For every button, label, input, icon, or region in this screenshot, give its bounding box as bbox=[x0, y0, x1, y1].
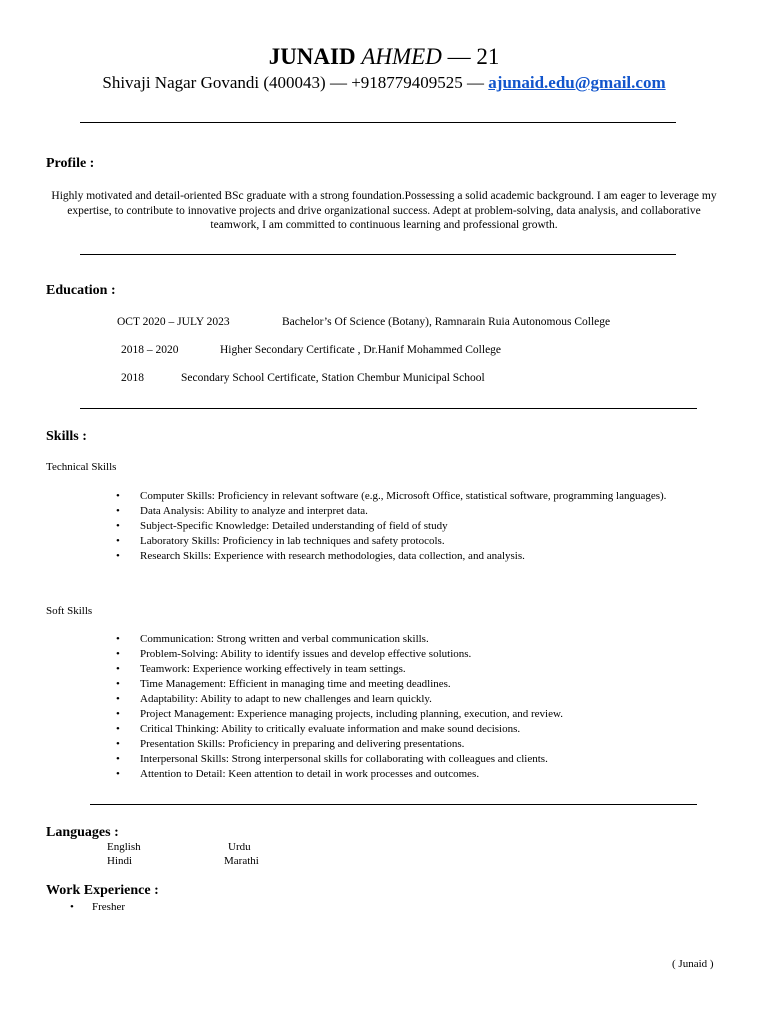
last-name: AHMED bbox=[361, 44, 442, 69]
work-experience-heading: Work Experience : bbox=[46, 883, 159, 898]
bullet-icon: • bbox=[116, 663, 120, 675]
education-detail: Secondary School Certificate, Station Chembur Municipal School bbox=[181, 372, 485, 384]
contact-line bbox=[0, 71, 768, 95]
bullet-icon: • bbox=[116, 678, 120, 690]
skill-text: Adaptability: Ability to adapt to new challenges and learn quickly. bbox=[140, 693, 432, 705]
bullet-icon: • bbox=[116, 738, 120, 750]
bullet-icon: • bbox=[116, 535, 120, 547]
bullet-icon: • bbox=[116, 753, 120, 765]
work-item: Fresher bbox=[92, 901, 125, 913]
bullet-icon: • bbox=[116, 505, 120, 517]
skill-text: Problem-Solving: Ability to identify issues and develop effective solutions. bbox=[140, 648, 472, 660]
list-item bbox=[70, 900, 125, 914]
bullet-icon: • bbox=[116, 648, 120, 660]
age: — 21 bbox=[441, 44, 500, 69]
skill-text: Critical Thinking: Ability to critically evaluate information and make sound decisions. bbox=[140, 723, 521, 735]
skill-text: Data Analysis: Ability to analyze and interpret data. bbox=[140, 505, 368, 517]
divider bbox=[80, 408, 697, 409]
skill-text: Teamwork: Experience working effectively in team settings. bbox=[140, 663, 406, 675]
skill-text: Research Skills: Experience with research methodologies, data collection, and analysis. bbox=[140, 550, 525, 562]
list-item bbox=[116, 767, 716, 782]
skill-text: Presentation Skills: Proficiency in preparing and delivering presentations. bbox=[140, 738, 465, 750]
divider bbox=[90, 804, 697, 805]
education-period: 2018 bbox=[121, 372, 144, 384]
list-item bbox=[116, 692, 716, 707]
list-item bbox=[116, 677, 716, 692]
language-item: English bbox=[107, 841, 141, 853]
soft-skills-list bbox=[116, 632, 716, 782]
list-item bbox=[116, 662, 716, 677]
bullet-icon: • bbox=[116, 708, 120, 720]
list-item bbox=[116, 737, 716, 752]
divider bbox=[80, 122, 676, 123]
skill-text: Interpersonal Skills: Strong interpersonal skills for collaborating with colleagues and clients. bbox=[140, 753, 548, 765]
list-item bbox=[116, 632, 716, 647]
skill-text: Laboratory Skills: Proficiency in lab techniques and safety protocols. bbox=[140, 535, 445, 547]
education-detail: Higher Secondary Certificate , Dr.Hanif Mohammed College bbox=[220, 344, 502, 356]
list-item bbox=[116, 519, 716, 534]
bullet-icon: • bbox=[116, 633, 120, 645]
list-item bbox=[116, 707, 716, 722]
email-link[interactable]: ajunaid.edu@gmail.com bbox=[488, 73, 666, 92]
list-item bbox=[116, 647, 716, 662]
bullet-icon: • bbox=[70, 901, 74, 913]
list-item bbox=[116, 489, 716, 504]
skill-text: Subject-Specific Knowledge: Detailed understanding of field of study bbox=[140, 520, 448, 532]
language-item: Marathi bbox=[224, 855, 259, 867]
education-period: OCT 2020 – JULY 2023 bbox=[117, 316, 230, 328]
list-item bbox=[116, 752, 716, 767]
education-period: 2018 – 2020 bbox=[121, 344, 179, 356]
candidate-name bbox=[0, 42, 768, 72]
list-item bbox=[116, 534, 716, 549]
skill-text: Attention to Detail: Keen attention to detail in work processes and outcomes. bbox=[140, 768, 480, 780]
technical-skills-list bbox=[116, 489, 716, 564]
skill-text: Computer Skills: Proficiency in relevant software (e.g., Microsoft Office, statistical software, programming languages). bbox=[140, 490, 667, 502]
technical-skills-heading: Technical Skills bbox=[46, 461, 117, 473]
divider bbox=[80, 254, 676, 255]
list-item bbox=[116, 722, 716, 737]
bullet-icon: • bbox=[116, 490, 120, 502]
contact-details: Shivaji Nagar Govandi (400043) — +918779409525 — bbox=[102, 73, 489, 92]
profile-heading: Profile : bbox=[46, 156, 95, 171]
skill-text: Time Management: Efficient in managing time and meeting deadlines. bbox=[140, 678, 451, 690]
bullet-icon: • bbox=[116, 520, 120, 532]
languages-heading: Languages : bbox=[46, 825, 119, 840]
signature: ( Junaid ) bbox=[672, 958, 714, 970]
profile-text: Highly motivated and detail-oriented BSc graduate with a strong foundation.Possessing a solid academic background. I am eager to leverage my expertise, to contribute to innovative projects and drive organizational success. Adept at problem-solving, data analysis, and collaborative teamwork, I am committed to continuous learning and professional growth. bbox=[51, 190, 717, 231]
bullet-icon: • bbox=[116, 768, 120, 780]
skill-text: Project Management: Experience managing projects, including planning, execution, and review. bbox=[140, 708, 563, 720]
list-item bbox=[116, 504, 716, 519]
first-name: JUNAID bbox=[268, 44, 356, 69]
list-item bbox=[116, 549, 716, 564]
skills-heading: Skills : bbox=[46, 429, 87, 444]
bullet-icon: • bbox=[116, 550, 120, 562]
language-item: Urdu bbox=[228, 841, 251, 853]
bullet-icon: • bbox=[116, 723, 120, 735]
skill-text: Communication: Strong written and verbal communication skills. bbox=[140, 633, 429, 645]
bullet-icon: • bbox=[116, 693, 120, 705]
language-item: Hindi bbox=[107, 855, 133, 867]
education-detail: Bachelor’s Of Science (Botany), Ramnarain Ruia Autonomous College bbox=[282, 316, 611, 328]
education-heading: Education : bbox=[46, 283, 116, 298]
soft-skills-heading: Soft Skills bbox=[46, 605, 93, 617]
